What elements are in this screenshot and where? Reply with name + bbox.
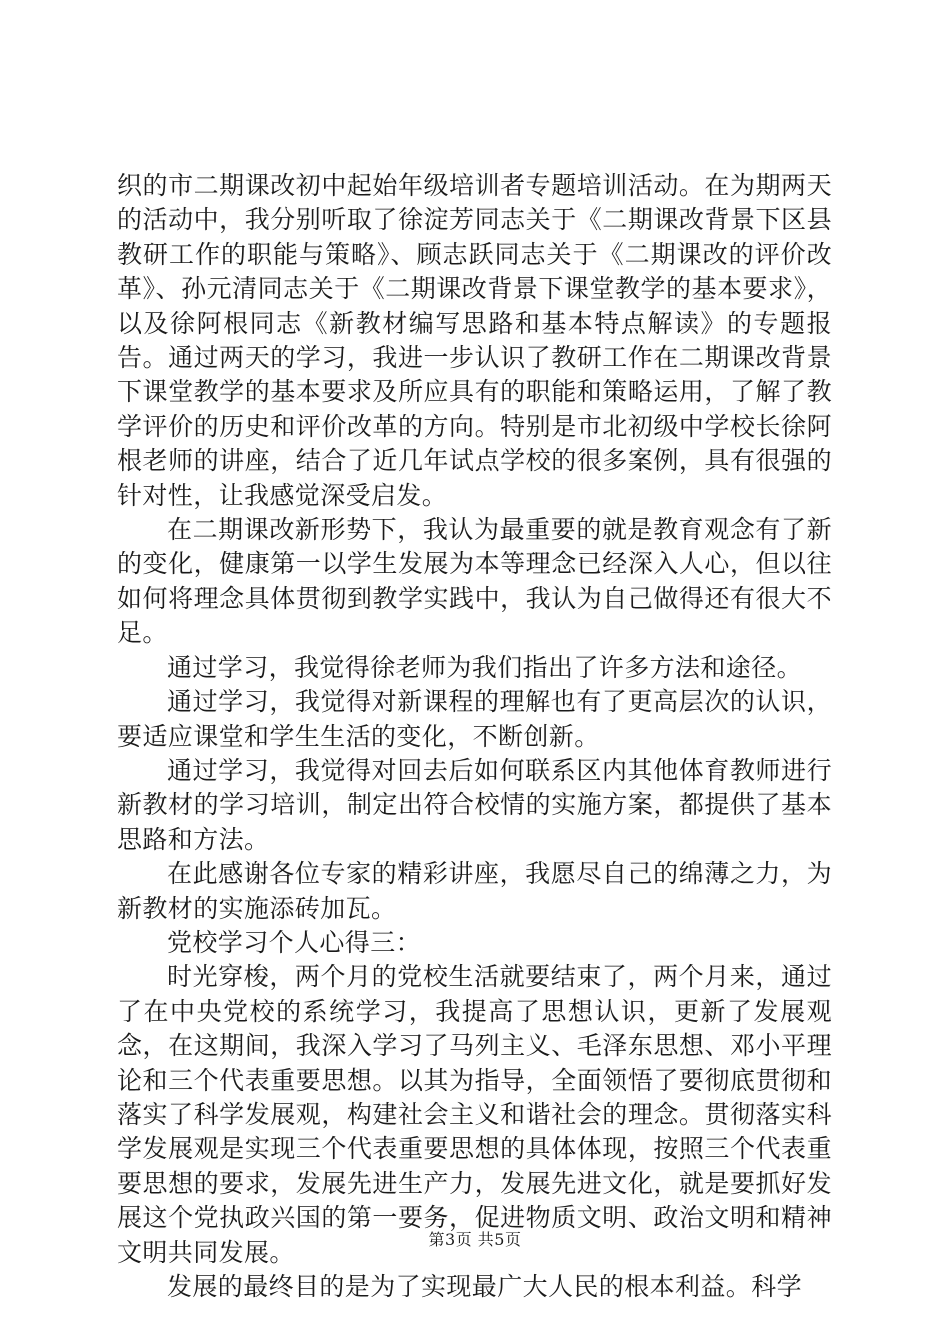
- paragraph-2: 在二期课改新形势下，我认为最重要的就是教育观念有了新的变化，健康第一以学生发展为本等理念已经深入人心，但以往如何将理念具体贯彻到教学实践中，我认为自己做得还有很大不足。: [117, 515, 832, 648]
- paragraph-5: 通过学习，我觉得对回去后如何联系区内其他体育教师进行新教材的学习培训，制定出符合校情的实施方案，都提供了基本思路和方法。: [117, 755, 832, 854]
- paragraph-3: 通过学习，我觉得徐老师为我们指出了许多方法和途径。: [167, 652, 803, 682]
- paragraph-8: 时光穿梭，两个月的党校生活就要结束了，两个月来，通过了在中央党校的系统学习，我提高了思想认识，更新了发展观念，在这期间，我深入学习了马列主义、毛泽东思想、邓小平理论和三个代表重要思想。以其为指导，全面领悟了要彻底贯彻和落实了科学发展观，构建社会主义和谐社会的理念。贯彻落实科学发展观是实现三个代表重要思想的具体体现，按照三个代表重要思想的要求，发展先进生产力，发展先进文化，就是要抓好发展这个党执政兴国的第一要务，促进物质文明、政治文明和精神文明共同发展。: [117, 962, 832, 1267]
- paragraph-4: 通过学习，我觉得对新课程的理解也有了更高层次的认识，要适应课堂和学生生活的变化，不断创新。: [117, 687, 832, 751]
- paragraph-9: 发展的最终目的是为了实现最广大人民的根本利益。科学: [167, 1272, 803, 1301]
- paragraph-6: 在此感谢各位专家的精彩讲座，我愿尽自己的绵薄之力，为新教材的实施添砖加瓦。: [117, 859, 832, 923]
- document-body: [117, 169, 832, 1304]
- paragraph-1: 织的市二期课改初中起始年级培训者专题培训活动。在为期两天的活动中，我分别听取了徐淀芳同志关于《二期课改背景下区县教研工作的职能与策略》、顾志跃同志关于《二期课改的评价改革》、孙元清同志关于《二期课改背景下课堂教学的基本要求》，以及徐阿根同志《新教材编写思路和基本特点解读》的专题报告。通过两天的学习，我进一步认识了教研工作在二期课改背景下课堂教学的基本要求及所应具有的职能和策略运用，了解了教学评价的历史和评价改革的方向。特别是市北初级中学校长徐阿根老师的讲座，结合了近几年试点学校的很多案例，具有很强的针对性，让我感觉深受启发。: [117, 171, 832, 510]
- section-heading: 党校学习个人心得三：: [167, 927, 422, 957]
- page-number-footer: 第3页 共5页: [428, 1230, 522, 1249]
